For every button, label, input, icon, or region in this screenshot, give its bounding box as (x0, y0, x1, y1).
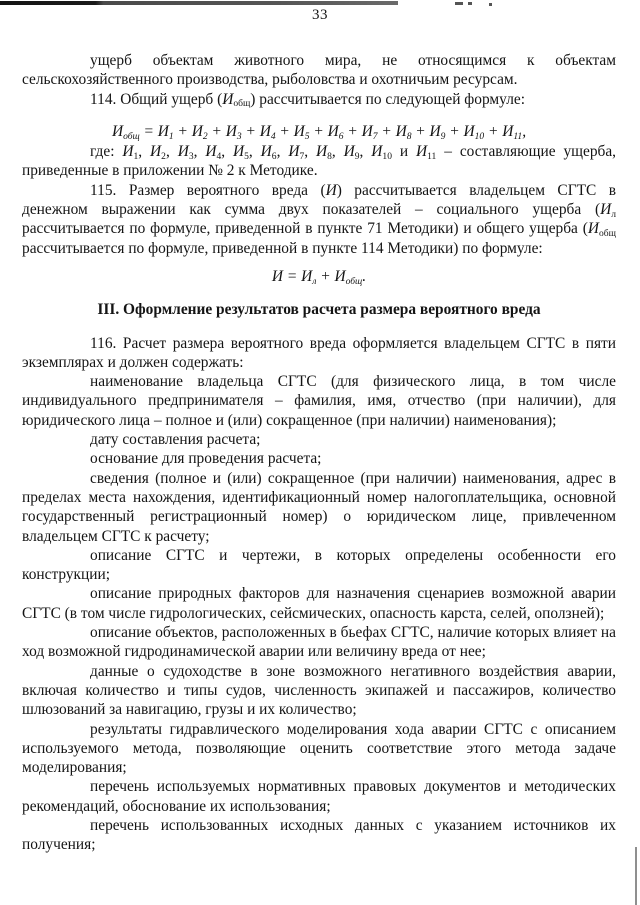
paragraph-114: 114. Общий ущерб $(И_{общ})$ рассчитывается по следующей формуле: (90, 90, 525, 110)
formula-probable-harm: $И = И_л + И_{общ}$. (271, 267, 367, 287)
scan-artifact-dot (489, 3, 492, 6)
heading-section-iii: III. Оформление результатов расчета размера вероятного вреда (97, 301, 541, 319)
scan-artifact-top-line (0, 1, 398, 5)
list-item-navigation-data: данные о судоходстве в зоне возможного негативного воздействия аварии, включая количество и типы судов, численность экипажей и пассажиров, количество шлюзований за навигацию, грузы и их количество; (22, 662, 616, 719)
scan-artifact-dot (455, 2, 463, 5)
list-item-calc-date: дату составления расчета; (90, 431, 261, 449)
formula-total-damage: $И_{общ} = И_1 + И_2 + И_3 + И_4 + И_5 + И_6 + И_7 + И_8 + И_9 + И_{10} + И_{11}$, (111, 122, 527, 142)
scan-artifact-right-line (635, 847, 637, 905)
list-item-source-data: перечень использованных исходных данных с указанием источников их получения; (22, 816, 616, 854)
paragraph-115: 115. Размер вероятного вреда (И) рассчитывается владельцем СГТС в денежном выражении как сумма двух показателей – социального ущерба ($И_л$ рассчитывается по формуле, приведенной в пункте 71 Методики) и общего ущерба ($И_{общ}$ рассчитывается по формуле, приведенной в пункте 114 Методики) по формуле: (22, 181, 616, 257)
list-item-legal-entity-info: сведения (полное и (или) сокращенное (при наличии) наименования, адрес в пределах места нахождения, идентификационный номер налогоплательщика, основной государственный регистрационный номер) о юридическом лице, привлеченном владельцем СГТС к расчету; (22, 469, 616, 545)
page-number: 33 (312, 7, 328, 23)
scan-artifact-dot (468, 2, 472, 5)
paragraph-113-continuation: ущерб объектам животного мира, не относящимся к объектам сельскохозяйственного производства, рыболовства и охотничьим ресурсам. (22, 52, 616, 89)
list-item-sgts-description: описание СГТС и чертежи, в которых определены особенности его конструкции; (22, 546, 616, 584)
document-body (0, 24, 640, 855)
list-item-hydraulic-modeling: результаты гидравлического моделирования хода аварии СГТС с описанием используемого метода, позволяющие оценить соответствие этого метода задаче моделирования; (22, 720, 616, 777)
list-item-calc-basis: основание для проведения расчета; (90, 450, 322, 468)
list-item-owner-name: наименование владельца СГТС (для физического лица, в том числе индивидуального предпринимателя – фамилия, имя, отчество (при наличии), для юридического лица – полное и (или) сокращенное (при наличии) наименования); (22, 373, 616, 429)
list-item-normative-documents: перечень используемых нормативных правовых документов и методических рекомендаций, обоснование их использования; (22, 778, 616, 815)
paragraph-114-where: где: $И_1$, $И_2$, $И_3$, $И_4$, $И_5$, $И_6$, $И_7$, $И_8$, $И_9$, $И_{10}$ и $И_{11}$ – составляющие ущерба, приведенные в приложении № 2 к Методике. (22, 143, 617, 180)
list-item-objects-in-pools: описание объектов, расположенных в бьефах СГТС, наличие которых влияет на ход возможной гидродинамической аварии или величину вреда от нее; (22, 624, 616, 661)
list-item-natural-factors: описание природных факторов для назначения сценариев возможной аварии СГТС (в том числе гидрологических, сейсмических, опасность карста, селей, оползней); (22, 585, 616, 622)
paragraph-116: 116. Расчет размера вероятного вреда оформляется владельцем СГТС в пяти экземплярах и должен содержать: (22, 334, 616, 371)
